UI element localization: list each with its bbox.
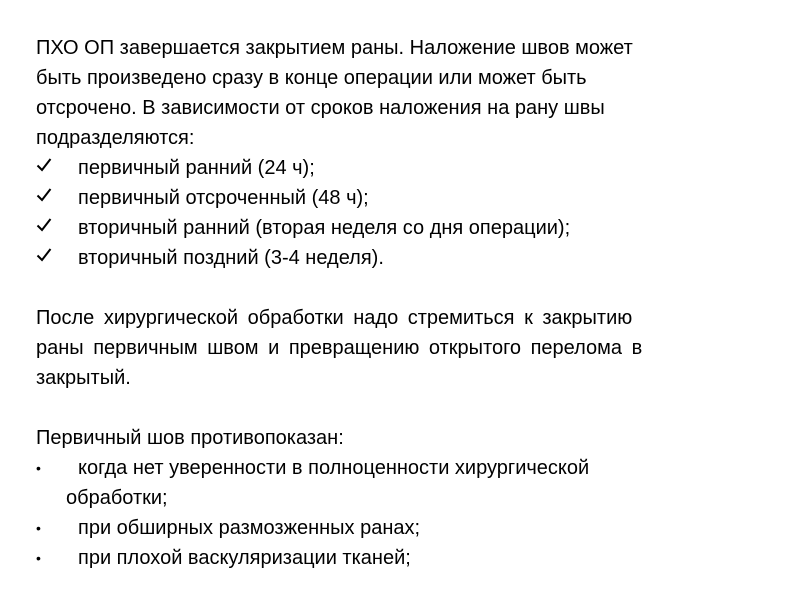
- list-item-text: первичный ранний (24 ч);: [78, 157, 315, 179]
- intro-line: подразделяются:: [36, 127, 195, 149]
- check-icon: [36, 213, 68, 233]
- paragraph-line: раны первичным швом и превращению открытого перелома в: [36, 337, 643, 359]
- contraindications-list: [36, 453, 726, 573]
- list-item-text: вторичный ранний (вторая неделя со дня операции);: [78, 217, 571, 239]
- check-icon: [36, 153, 68, 173]
- intro-paragraph: [36, 33, 726, 153]
- list-item-text: первичный отсроченный (48 ч);: [78, 187, 369, 209]
- list-item-text: при плохой васкуляризации тканей;: [78, 547, 411, 569]
- paragraph-primary-suture: [36, 303, 726, 393]
- list-item: [36, 183, 726, 213]
- list-item-text: при обширных размозженных ранах;: [78, 517, 421, 539]
- intro-line: отсрочено. В зависимости от сроков наложения на рану швы: [36, 97, 605, 119]
- suture-types-list: [36, 153, 726, 273]
- slide-content: [36, 33, 726, 573]
- list-item: [36, 543, 726, 573]
- check-icon: [36, 183, 68, 203]
- list-item: [36, 453, 726, 513]
- contraindications-heading: Первичный шов противопоказан:: [36, 427, 344, 449]
- list-item-text: вторичный поздний (3-4 неделя).: [78, 247, 384, 269]
- spacer: [36, 273, 726, 303]
- list-item: [36, 513, 726, 543]
- bullet-icon: •: [36, 520, 41, 536]
- bullet-icon: •: [36, 460, 41, 476]
- list-item-text: обработки;: [66, 487, 168, 509]
- intro-line: быть произведено сразу в конце операции или может быть: [36, 67, 587, 89]
- intro-line: ПХО ОП завершается закрытием раны. Наложение швов может: [36, 37, 633, 59]
- paragraph-line: После хирургической обработки надо стремиться к закрытию: [36, 307, 633, 329]
- list-item-text: когда нет уверенности в полноценности хирургической: [78, 457, 590, 479]
- spacer: [36, 393, 726, 423]
- list-item: [36, 213, 726, 243]
- bullet-icon: •: [36, 550, 41, 566]
- list-item: [36, 153, 726, 183]
- paragraph-line: закрытый.: [36, 367, 131, 389]
- check-icon: [36, 243, 68, 263]
- list-item: [36, 243, 726, 273]
